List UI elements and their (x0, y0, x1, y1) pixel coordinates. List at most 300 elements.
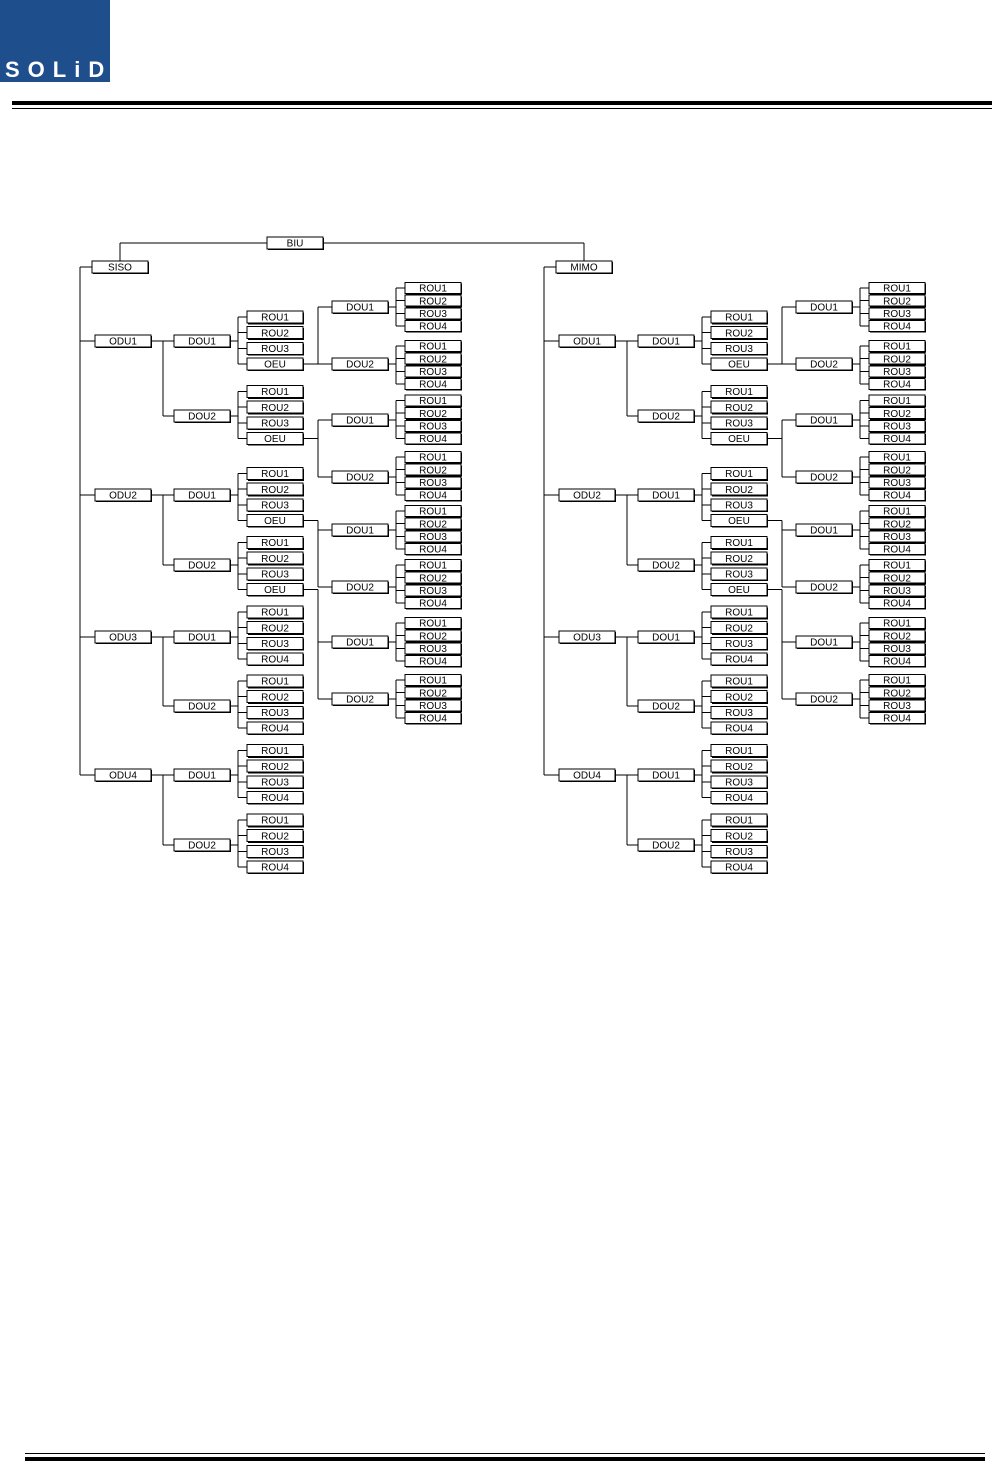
node-rou2 (247, 327, 304, 340)
node-dou1 (638, 631, 695, 644)
node-label: ROU1 (261, 815, 289, 827)
node-dou2 (796, 471, 853, 484)
node-rou1 (869, 282, 926, 294)
node-label: ROU2 (725, 553, 753, 565)
node-label: ROU1 (883, 283, 911, 295)
node-label: DOU2 (810, 472, 838, 484)
node-rou2 (247, 622, 304, 635)
node-label: DOU2 (652, 411, 680, 423)
diagram-nodes (92, 237, 926, 874)
node-rou4 (711, 722, 768, 735)
node-label: DOU2 (188, 411, 216, 423)
node-dou1 (638, 489, 695, 502)
node-rou4 (869, 713, 926, 725)
node-rou2 (247, 401, 304, 414)
node-rou2 (405, 353, 462, 365)
node-label: ROU4 (883, 490, 911, 502)
node-dou2 (796, 581, 853, 594)
node-label: ROU4 (419, 321, 447, 333)
node-label: ROU3 (883, 585, 911, 597)
node-label: ROU2 (419, 296, 447, 308)
node-label: ROU3 (419, 308, 447, 320)
node-rou1 (711, 745, 768, 758)
node-label: OEU (264, 585, 286, 596)
node-rou1 (869, 674, 926, 686)
node-dou1 (332, 636, 389, 649)
node-label: ROU4 (419, 544, 447, 556)
node-rou1 (711, 606, 768, 619)
node-rou3 (247, 568, 304, 581)
node-label: DOU2 (346, 582, 374, 594)
node-label: DOU1 (188, 490, 216, 502)
node-rou1 (247, 537, 304, 550)
node-rou2 (869, 408, 926, 420)
node-label: ROU2 (419, 354, 447, 366)
node-label: ROU3 (261, 569, 289, 581)
node-label: ROU2 (261, 831, 289, 843)
node-label: ROU2 (725, 831, 753, 843)
node-label: ROU4 (883, 434, 911, 446)
node-label: ROU4 (261, 654, 289, 666)
node-rou3 (247, 776, 304, 789)
node-label: ROU4 (261, 862, 289, 874)
node-rou3 (869, 477, 926, 489)
node-label: OEU (728, 434, 750, 445)
node-rou4 (711, 653, 768, 666)
node-label: ROU2 (883, 688, 911, 700)
node-label: ROU2 (725, 623, 753, 635)
node-dou1 (796, 301, 853, 314)
node-odu1 (559, 335, 616, 348)
node-label: ROU3 (725, 846, 753, 858)
node-rou4 (247, 653, 304, 666)
node-rou3 (711, 417, 768, 430)
node-label: ROU1 (883, 618, 911, 630)
node-rou4 (405, 321, 462, 333)
node-label: ROU3 (419, 643, 447, 655)
node-label: ROU1 (419, 506, 447, 518)
node-dou1 (638, 335, 695, 348)
node-label: ROU2 (419, 631, 447, 643)
node-label: ROU3 (725, 418, 753, 430)
node-rou4 (711, 861, 768, 874)
node-rou2 (711, 622, 768, 635)
node-label: ROU3 (261, 343, 289, 355)
node-rou1 (869, 451, 926, 463)
node-rou3 (711, 776, 768, 789)
node-label: ROU2 (725, 484, 753, 496)
node-label: ROU4 (419, 379, 447, 391)
node-label: OEU (728, 585, 750, 596)
node-label: ODU4 (573, 770, 601, 782)
node-biu (267, 237, 324, 250)
node-dou1 (332, 301, 389, 314)
node-label: ROU3 (419, 585, 447, 597)
node-label: ROU1 (883, 396, 911, 408)
node-rou1 (711, 468, 768, 481)
node-rou3 (405, 477, 462, 489)
node-label: DOU1 (346, 525, 374, 537)
footer-rule-thin (25, 1453, 985, 1454)
node-rou1 (869, 617, 926, 629)
node-rou3 (247, 845, 304, 858)
node-rou1 (405, 505, 462, 517)
node-label: ROU2 (261, 761, 289, 773)
node-rou3 (711, 499, 768, 512)
node-label: ROU2 (725, 692, 753, 704)
node-rou3 (405, 420, 462, 432)
node-rou3 (711, 342, 768, 355)
node-label: ROU2 (725, 402, 753, 414)
node-dou2 (796, 358, 853, 371)
node-label: OEU (264, 434, 286, 445)
node-label: ROU3 (883, 308, 911, 320)
node-dou2 (174, 700, 231, 713)
node-rou2 (711, 691, 768, 704)
node-rou1 (405, 674, 462, 686)
node-label: ODU4 (109, 770, 137, 782)
node-label: ROU4 (883, 713, 911, 725)
node-label: ROU1 (725, 746, 753, 758)
node-label: ROU1 (261, 676, 289, 688)
node-label: ROU1 (261, 312, 289, 324)
node-dou2 (638, 700, 695, 713)
node-rou2 (405, 630, 462, 642)
node-label: DOU2 (346, 694, 374, 706)
node-label: ROU4 (725, 654, 753, 666)
node-rou1 (247, 468, 304, 481)
node-label: ODU3 (109, 632, 137, 644)
node-label: ROU1 (725, 469, 753, 481)
node-rou1 (247, 311, 304, 324)
node-rou1 (405, 559, 462, 571)
node-label: ROU3 (261, 846, 289, 858)
node-label: DOU1 (810, 415, 838, 427)
node-rou4 (869, 433, 926, 445)
node-label: ROU1 (261, 469, 289, 481)
node-dou2 (638, 559, 695, 572)
node-label: ROU3 (261, 418, 289, 430)
node-oeu (247, 583, 304, 596)
node-label: DOU1 (346, 302, 374, 314)
node-rou2 (405, 687, 462, 699)
node-rou3 (711, 637, 768, 650)
node-label: OEU (264, 359, 286, 371)
node-rou2 (247, 691, 304, 704)
node-dou1 (332, 414, 389, 427)
node-rou3 (869, 700, 926, 712)
node-rou4 (405, 490, 462, 502)
node-label: ROU2 (419, 408, 447, 420)
node-label: ROU3 (419, 366, 447, 378)
node-label: OEU (264, 516, 286, 527)
node-rou3 (711, 706, 768, 719)
node-rou4 (247, 791, 304, 804)
node-rou1 (247, 675, 304, 688)
node-rou2 (869, 518, 926, 530)
node-rou4 (711, 791, 768, 804)
node-dou2 (332, 358, 389, 371)
node-rou2 (405, 464, 462, 476)
node-label: DOU1 (188, 336, 216, 348)
node-label: ROU2 (725, 761, 753, 773)
node-rou1 (711, 675, 768, 688)
node-label: DOU1 (810, 302, 838, 314)
node-dou2 (332, 471, 389, 484)
node-dou2 (638, 839, 695, 852)
node-rou4 (405, 713, 462, 725)
node-label: SISO (108, 262, 132, 274)
node-rou2 (405, 408, 462, 420)
node-label: ROU3 (883, 700, 911, 712)
node-rou1 (711, 814, 768, 827)
node-odu1 (95, 335, 152, 348)
node-label: ROU1 (725, 607, 753, 619)
node-label: ROU1 (883, 341, 911, 353)
node-label: DOU1 (810, 525, 838, 537)
node-rou3 (711, 568, 768, 581)
node-label: ROU1 (419, 341, 447, 353)
node-rou1 (711, 386, 768, 399)
node-rou3 (247, 499, 304, 512)
node-odu4 (95, 769, 152, 782)
node-label: ROU1 (883, 506, 911, 518)
node-rou3 (869, 531, 926, 543)
node-odu3 (559, 631, 616, 644)
node-rou4 (247, 861, 304, 874)
node-dou1 (638, 769, 695, 782)
node-label: ROU1 (883, 452, 911, 464)
node-rou3 (869, 420, 926, 432)
node-label: ROU2 (883, 465, 911, 477)
node-label: ROU3 (419, 477, 447, 489)
node-rou2 (711, 552, 768, 565)
node-rou2 (247, 760, 304, 773)
node-oeu (711, 514, 768, 527)
node-rou1 (247, 386, 304, 399)
node-dou1 (796, 636, 853, 649)
node-label: ROU3 (725, 343, 753, 355)
node-rou1 (869, 340, 926, 352)
node-label: ROU2 (261, 692, 289, 704)
node-rou1 (711, 311, 768, 324)
node-oeu (247, 514, 304, 527)
node-label: BIU (286, 238, 304, 250)
node-rou2 (869, 687, 926, 699)
node-rou3 (869, 643, 926, 655)
node-label: ROU4 (883, 379, 911, 391)
node-dou2 (332, 581, 389, 594)
node-label: ROU1 (419, 452, 447, 464)
node-label: ROU3 (883, 421, 911, 433)
node-label: ROU2 (419, 573, 447, 585)
node-rou1 (711, 537, 768, 550)
node-rou3 (405, 366, 462, 378)
node-label: ROU2 (419, 519, 447, 531)
node-label: ROU1 (419, 396, 447, 408)
node-rou3 (869, 308, 926, 320)
node-rou4 (869, 656, 926, 668)
node-label: ROU2 (883, 408, 911, 420)
footer-rule-thick (25, 1457, 985, 1461)
node-label: ROU2 (261, 553, 289, 565)
node-rou3 (405, 308, 462, 320)
node-label: ROU4 (261, 793, 289, 804)
node-label: ROU1 (419, 560, 447, 572)
node-label: ROU3 (261, 777, 289, 789)
node-label: ROU2 (725, 328, 753, 340)
node-rou4 (869, 321, 926, 333)
node-rou3 (247, 342, 304, 355)
node-dou2 (174, 559, 231, 572)
node-rou3 (247, 706, 304, 719)
node-label: DOU2 (810, 582, 838, 594)
node-rou4 (405, 544, 462, 556)
node-label: ROU2 (419, 465, 447, 477)
node-dou2 (174, 410, 231, 423)
node-dou2 (796, 693, 853, 706)
node-label: ROU3 (725, 500, 753, 512)
node-rou2 (869, 572, 926, 584)
node-rou2 (405, 295, 462, 307)
node-oeu (711, 358, 768, 371)
node-label: ROU3 (725, 707, 753, 719)
node-rou4 (247, 722, 304, 735)
node-rou3 (711, 845, 768, 858)
node-label: DOU1 (652, 632, 680, 644)
node-rou2 (711, 760, 768, 773)
node-rou3 (247, 637, 304, 650)
node-label: DOU1 (652, 336, 680, 348)
node-label: ROU4 (419, 713, 447, 725)
node-label: ROU3 (883, 477, 911, 489)
node-mimo (556, 261, 613, 274)
node-rou2 (869, 353, 926, 365)
node-label: ROU1 (419, 675, 447, 687)
node-label: ROU4 (725, 793, 753, 804)
node-label: DOU2 (346, 472, 374, 484)
node-label: ROU1 (883, 675, 911, 687)
node-label: ROU3 (883, 643, 911, 655)
node-dou2 (332, 693, 389, 706)
node-dou1 (796, 414, 853, 427)
node-rou1 (869, 559, 926, 571)
node-rou1 (869, 395, 926, 407)
node-odu3 (95, 631, 152, 644)
node-rou4 (405, 379, 462, 391)
node-rou2 (247, 830, 304, 843)
node-oeu (247, 358, 304, 371)
node-label: ROU1 (725, 387, 753, 399)
node-rou4 (869, 598, 926, 610)
node-oeu (711, 583, 768, 596)
node-rou3 (869, 366, 926, 378)
node-rou1 (247, 814, 304, 827)
logo-text: SOLiD (5, 57, 113, 82)
node-label: DOU1 (346, 637, 374, 649)
node-rou2 (711, 327, 768, 340)
node-label: DOU1 (652, 490, 680, 502)
node-label: ODU3 (573, 632, 601, 644)
node-label: ODU2 (573, 490, 601, 502)
node-odu4 (559, 769, 616, 782)
node-rou1 (405, 395, 462, 407)
node-label: ROU3 (261, 500, 289, 512)
node-label: ROU4 (883, 321, 911, 333)
node-rou3 (869, 585, 926, 597)
node-label: ROU4 (261, 723, 289, 735)
node-label: ROU2 (883, 631, 911, 643)
node-label: OEU (728, 359, 750, 371)
node-label: ROU3 (725, 638, 753, 650)
node-label: ROU3 (725, 569, 753, 581)
node-label: ROU2 (883, 519, 911, 531)
node-dou1 (174, 631, 231, 644)
node-label: DOU2 (652, 840, 680, 852)
node-rou4 (869, 490, 926, 502)
node-label: ROU3 (261, 707, 289, 719)
node-rou4 (869, 544, 926, 556)
node-rou2 (405, 518, 462, 530)
node-label: ROU1 (419, 618, 447, 630)
node-odu2 (95, 489, 152, 502)
node-label: ROU1 (261, 746, 289, 758)
node-label: ROU1 (725, 815, 753, 827)
node-oeu (247, 432, 304, 445)
node-rou3 (247, 417, 304, 430)
node-label: MIMO (570, 262, 598, 274)
node-rou1 (405, 340, 462, 352)
node-label: ROU3 (883, 366, 911, 378)
node-label: ROU3 (419, 531, 447, 543)
node-label: ROU1 (261, 538, 289, 550)
node-label: ROU3 (725, 777, 753, 789)
node-label: ROU4 (883, 544, 911, 556)
node-label: ROU2 (261, 484, 289, 496)
node-label: ROU3 (419, 700, 447, 712)
node-label: ROU4 (419, 598, 447, 610)
node-label: DOU1 (188, 770, 216, 782)
node-label: DOU1 (810, 637, 838, 649)
node-label: ROU4 (883, 598, 911, 610)
node-label: DOU1 (188, 632, 216, 644)
node-label: ROU2 (261, 402, 289, 414)
node-label: DOU2 (652, 560, 680, 572)
node-label: OEU (728, 516, 750, 527)
node-rou1 (405, 617, 462, 629)
node-rou1 (869, 505, 926, 517)
node-label: ODU1 (573, 336, 601, 348)
node-siso (92, 261, 149, 274)
node-label: ROU2 (261, 623, 289, 635)
node-label: ROU1 (725, 538, 753, 550)
node-label: ROU4 (419, 490, 447, 502)
node-label: ROU4 (725, 723, 753, 735)
node-label: DOU2 (188, 840, 216, 852)
node-dou1 (174, 335, 231, 348)
node-label: ROU2 (883, 354, 911, 366)
node-label: ROU1 (883, 560, 911, 572)
node-label: ROU1 (261, 607, 289, 619)
node-rou4 (405, 433, 462, 445)
node-rou3 (405, 700, 462, 712)
node-rou2 (711, 483, 768, 496)
node-rou1 (405, 451, 462, 463)
node-rou4 (405, 656, 462, 668)
node-rou4 (869, 379, 926, 391)
node-label: ROU2 (883, 573, 911, 585)
node-dou1 (796, 524, 853, 537)
